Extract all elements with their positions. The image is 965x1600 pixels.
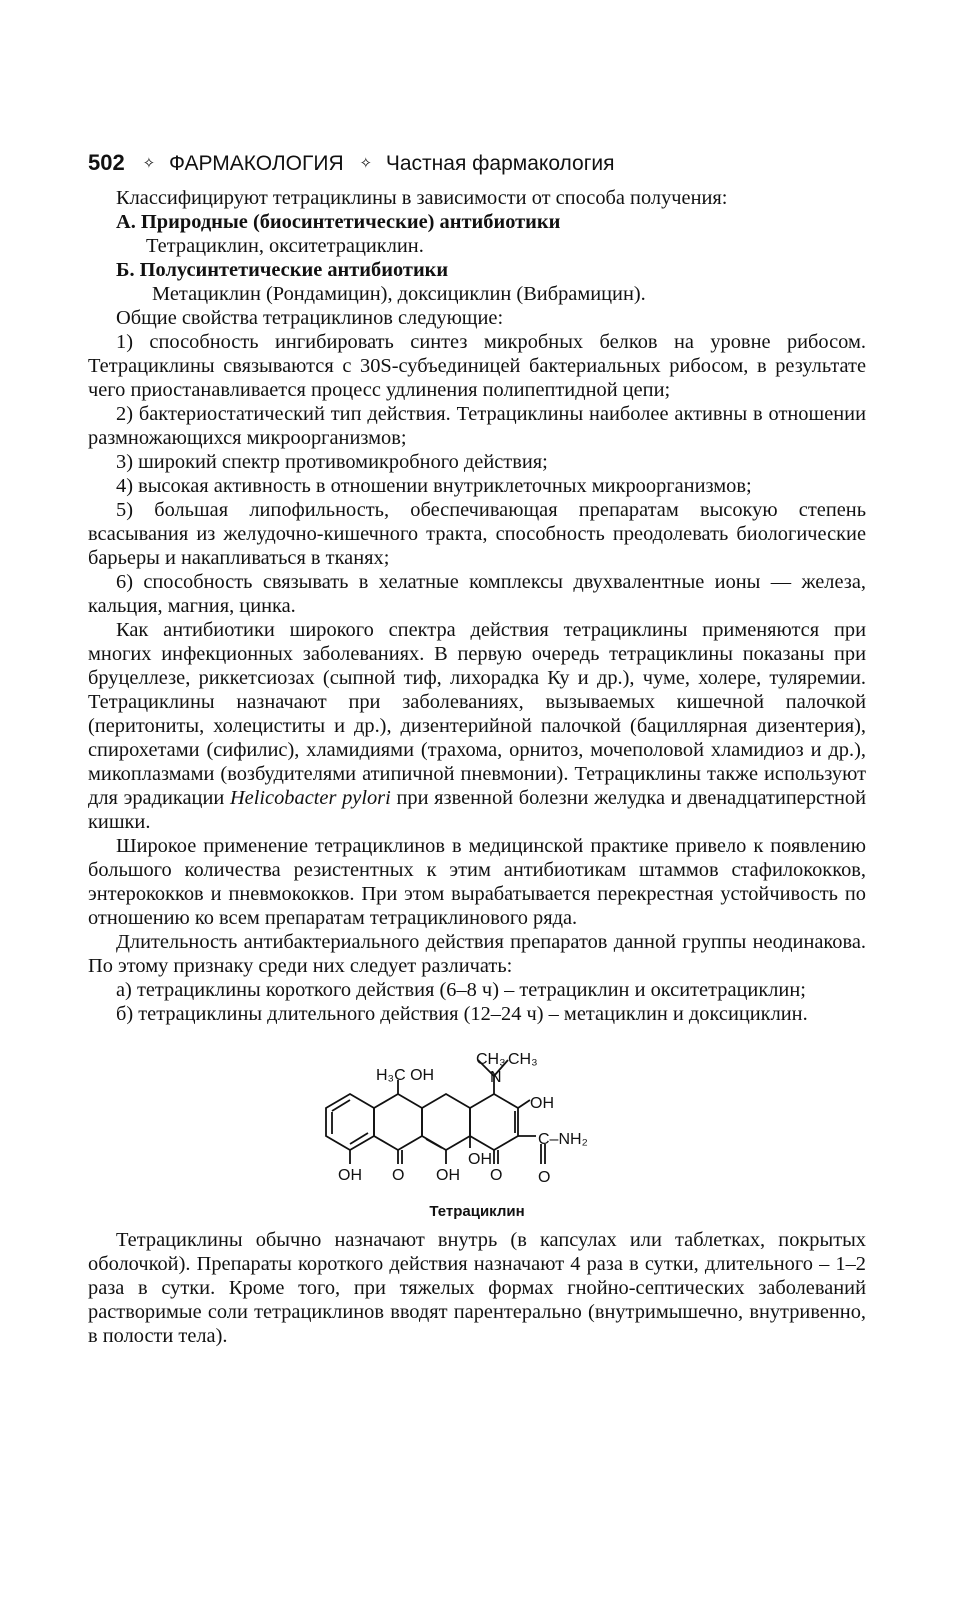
figure-caption: Тетрациклин bbox=[429, 1203, 525, 1220]
list-item: б) тетрациклины длительного действия (12–24 ч) – метациклин и доксициклин. bbox=[116, 1003, 808, 1025]
section-title: ФАРМАКОЛОГИЯ bbox=[168, 152, 344, 175]
paragraph: Широкое применение тетрациклинов в медицинской практике привело к появлению большого количества резистентных к этим антибиотикам штаммов стафилококков, энтерококков и пневмококков. При этом вырабатывается перекрестная устойчивость по отношению ко всем препаратам тетрациклинового ряда. bbox=[88, 835, 866, 929]
ketone-label: O bbox=[392, 1167, 405, 1184]
document-page bbox=[88, 148, 866, 1348]
text-run: Как антибиотики широкого спектра действия тетрациклины применяются при многих инфекционных заболеваниях. В первую очередь тетрациклины показаны при бруцеллезе, риккетсиозах (сыпной тиф, лихорадка Ку и др.), чуме, холере, туляремии. Тетрациклины назначают при заболеваниях, вызываемых кишечной палочкой (перитониты, холециститы и др.), дизентерийной палочкой (бациллярная дизентерия), спирохетами (сифилис), хламидиями (трахома, орнитоз, мочеполовой хламидиоз и др.), микоплазмами (возбудителями атипичной пневмонии). Тетрациклины также используют для эрадикации bbox=[88, 619, 866, 809]
list-item: 6) способность связывать в хелатные комплексы двухвалентные ионы — железа, кальция, магния, цинка. bbox=[88, 571, 866, 617]
hydroxyl-label: OH bbox=[468, 1151, 492, 1168]
paragraph: Классифицируют тетрациклины в зависимости от способа получения: bbox=[116, 187, 728, 209]
page-number: 502 bbox=[88, 150, 125, 175]
ch3-label: CH₃ bbox=[508, 1051, 538, 1068]
running-header bbox=[88, 148, 866, 178]
hydroxyl-label: OH bbox=[338, 1167, 362, 1184]
subheading: Б. Полусинтетические антибиотики bbox=[116, 259, 449, 281]
list-item: 1) способность ингибировать синтез микробных белков на уровне рибосом. Тетрациклины связываются с 30S-субъединицей бактериальных рибосом, в результате чего приостанавливается процесс удлинения полипептидной цепи; bbox=[88, 331, 866, 401]
list-item: а) тетрациклины короткого действия (6–8 ч) – тетрациклин и окситетрациклин; bbox=[116, 979, 806, 1001]
body-text bbox=[88, 186, 866, 1348]
subsection-title: Частная фармакология bbox=[385, 152, 615, 175]
h3c-oh-label: H₃C OH bbox=[376, 1067, 435, 1084]
paragraph: Метациклин (Рондамицин), доксициклин (Вибрамицин). bbox=[152, 283, 646, 305]
list-item: 2) бактериостатический тип действия. Тетрациклины наиболее активны в отношении размножающихся микроорганизмов; bbox=[88, 403, 866, 449]
list-item: 5) большая липофильность, обеспечивающая препаратам высокую степень всасывания из желудочно-кишечного тракта, способность преодолевать биологические барьеры и накапливаться в тканях; bbox=[88, 499, 866, 569]
list-item: 3) широкий спектр противомикробного действия; bbox=[116, 451, 548, 473]
text-run: при язвенной болезни желудка и двенадцатиперстной кишки. bbox=[88, 787, 866, 833]
paragraph: Тетрациклин, окситетрациклин. bbox=[146, 235, 424, 257]
species-name: Helicobacter pylori bbox=[229, 787, 391, 809]
list-item: 4) высокая активность в отношении внутриклеточных микроорганизмов; bbox=[116, 475, 752, 497]
paragraph: Тетрациклины обычно назначают внутрь (в капсулах или таблетках, покрытых оболочкой). Препараты короткого действия назначают 4 раза в сутки, длительного – 1–2 раза в сутки. Кроме того, при тяжелых формах гнойно-септических заболеваний растворимые соли тетрациклинов вводят парентерально (внутримышечно, внутривенно, в полости тела). bbox=[88, 1229, 866, 1347]
ch3-label: CH₃ bbox=[476, 1051, 506, 1068]
amide-oxygen-label: O bbox=[538, 1169, 551, 1186]
amide-label: C–NH₂ bbox=[538, 1131, 588, 1148]
diamond-icon: ✧ bbox=[359, 155, 373, 172]
paragraph bbox=[88, 618, 866, 834]
paragraph: Общие свойства тетрациклинов следующие: bbox=[116, 307, 504, 329]
hydroxyl-label: OH bbox=[530, 1095, 554, 1112]
hydroxyl-label: OH bbox=[436, 1167, 460, 1184]
ketone-label: O bbox=[490, 1167, 503, 1184]
diamond-icon: ✧ bbox=[142, 155, 156, 172]
paragraph: Длительность антибактериального действия препаратов данной группы неодинакова. По этому признаку среди них следует различать: bbox=[88, 931, 866, 977]
nitrogen-label: N bbox=[490, 1069, 502, 1086]
subheading: А. Природные (биосинтетические) антибиотики bbox=[116, 211, 561, 233]
tetracycline-structure-figure bbox=[88, 1038, 866, 1228]
